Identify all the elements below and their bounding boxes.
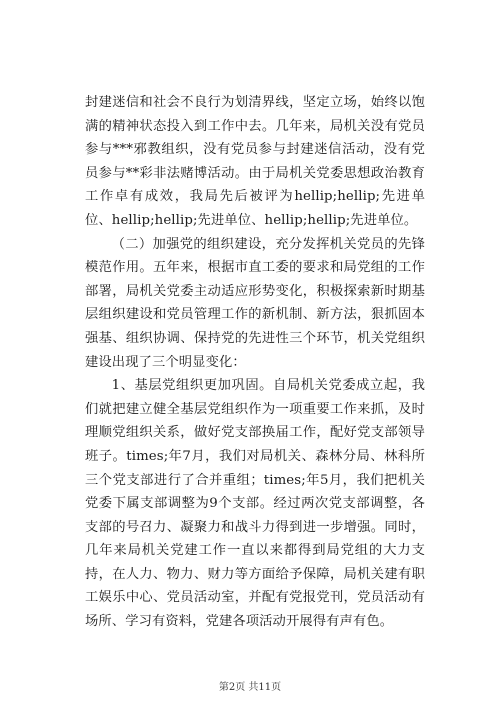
page-number-footer: 第2页 共11页 <box>218 682 282 693</box>
paragraph-party-discipline: 封建迷信和社会不良行为划清界线，坚定立场，始终以饱满的精神状态投入到工作中去。几年来，局机关没有党员参与***邪教组织，没有党员参与封建迷信活动，没有党员参与**彩非法赌博活动。由于局机关党委思想政治教育工作卓有成效，我局先后被评为hellip;hellip;先进单位、hellip;hellip;先进单位、hellip;hellip;先进单位。 <box>85 95 425 228</box>
paragraph-organization-building: （二）加强党的组织建设，充分发挥机关党员的先锋模范作用。五年来，根据市直工委的要求和局党组的工作部署，局机关党委主动适应形势变化，积极探索新时期基层组织建设和党员管理工作的新机制、新方法，狠抓固本强基、组织协调、保持党的先进性三个环节，机关党组织建设出现了三个明显变化： <box>85 236 425 370</box>
document-body <box>85 91 425 634</box>
paragraph-grassroots-organization: 1、基层党组织更加巩固。自局机关党委成立起，我们就把建立健全基层党组织作为一项重要工作来抓，及时理顺党组织关系，做好党支部换届工作，配好党支部领导班子。times;年7月，我们对局机关、森林分局、林科所三个党支部进行了合并重组；times;年5月，我们把机关党委下属支部调整为9个支部。经过两次党支部调整，各支部的号召力、凝聚力和战斗力得到进一步增强。同时，几年来局机关党建工作一直以来都得到局党组的大力支持，在人力、物力、财力等方面给予保障，局机关建有职工娱乐中心、党员活动室，并配有党报党刊，党员活动有场所、学习有资料，党建各项活动开展得有声有色。 <box>85 378 425 630</box>
